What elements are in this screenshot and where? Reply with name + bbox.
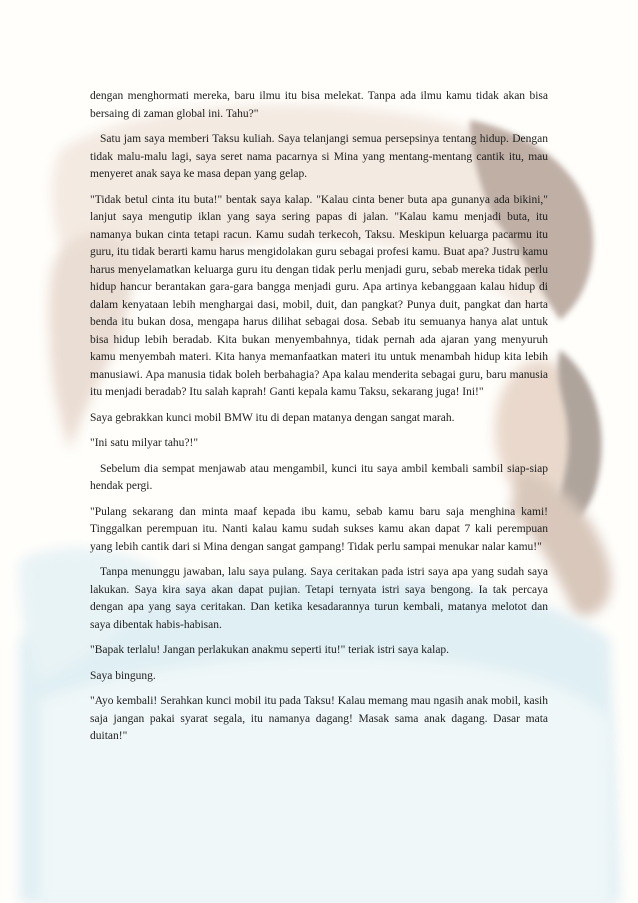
- paragraph: Satu jam saya memberi Taksu kuliah. Saya telanjangi semua persepsinya tentang hidup. Dengan tidak malu-malu lagi, saya seret nama pacarnya si Mina yang mentang-mentang cantik itu, mau menyeret anak saya ke masa depan yang gelap.: [90, 133, 548, 180]
- paragraph: "Ini satu milyar tahu?!": [90, 437, 199, 449]
- paragraph: Saya gebrakkan kunci mobil BMW itu di depan matanya dengan sangat marah.: [90, 411, 455, 424]
- paragraph: "Bapak terlalu! Jangan perlakukan anakmu seperti itu!" teriak istri saya kalap.: [90, 644, 450, 656]
- paragraph: Tanpa menunggu jawaban, lalu saya pulang. Saya ceritakan pada istri saya apa yang sudah saya lakukan. Saya kira saya akan dapat pujian. Tetapi ternyata istri saya bengong. Ia tak percaya dengan apa yang saya ceritakan. Dan ketika kesadarannya turun kembali, matanya melotot dan saya dibentak habis-habisan.: [90, 566, 548, 631]
- paragraph: "Ayo kembali! Serahkan kunci mobil itu pada Taksu! Kalau memang mau ngasih anak mobil, kasih saja jangan pakai syarat segala, itu namanya dagang! Masak sama anak dagang. Dasar mata duitan!": [90, 695, 548, 742]
- paragraph: "Tidak betul cinta itu buta!" bentak saya kalap. "Kalau cinta bener buta apa gunanya ada bikini," lanjut saya mengutip iklan yang saya sering papas di jalan. "Kalau kamu menjadi buta, itu namanya bukan cinta tetapi racun. Kamu sudah terkecoh, Taksu. Meskipun keluarga pacarmu itu guru, itu tidak berarti kamu harus mengidolakan guru sebagai profesi kamu. Buat apa? Justru kamu harus menyelamatkan keluarga guru itu dengan tidak perlu menjadi guru, sebab mereka tidak perlu hidup hancur berantakan gara-gara bangga menjadi guru. Apa artinya kebanggaan kalau hidup di dalam kenyataan lebih menghargai dasi, mobil, duit, dan pangkat? Punya duit, pangkat dan harta benda itu bukan dosa, mengapa harus dilihat sebagai dosa. Sebab itu semuanya hanya alat untuk bisa hidup lebih beradab. Kita bukan menyembahnya, tidak pernah ada ajaran yang menyuruh kamu menyembah materi. Kita hanya memanfaatkan materi itu untuk menambah hidup kita lebih manusiawi. Apa manusia tidak boleh berbahagia? Apa kalau menderita sebagai guru, baru manusia itu menjadi beradab? Itu salah kaprah! Ganti kepala kamu Taksu, sekarang juga! Ini!": [90, 193, 548, 398]
- paragraph: dengan menghormati mereka, baru ilmu itu bisa melekat. Tanpa ada ilmu kamu tidak akan bisa bersaing di zaman global ini. Tahu?": [90, 90, 548, 120]
- paragraph: Sebelum dia sempat menjawab atau mengambil, kunci itu saya ambil kembali sambil siap-siap hendak pergi.: [90, 462, 548, 492]
- document-body: [90, 88, 548, 754]
- paragraph: "Pulang sekarang dan minta maaf kepada ibu kamu, sebab kamu baru saja menghina kami! Tinggalkan perempuan itu. Nanti kalau kamu sudah sukses kamu akan dapat 7 kali perempuan yang lebih cantik dari si Mina dengan sangat gampang! Tidak perlu sampai menukar nalar kamu!": [90, 505, 548, 553]
- paragraph: Saya bingung.: [90, 669, 156, 682]
